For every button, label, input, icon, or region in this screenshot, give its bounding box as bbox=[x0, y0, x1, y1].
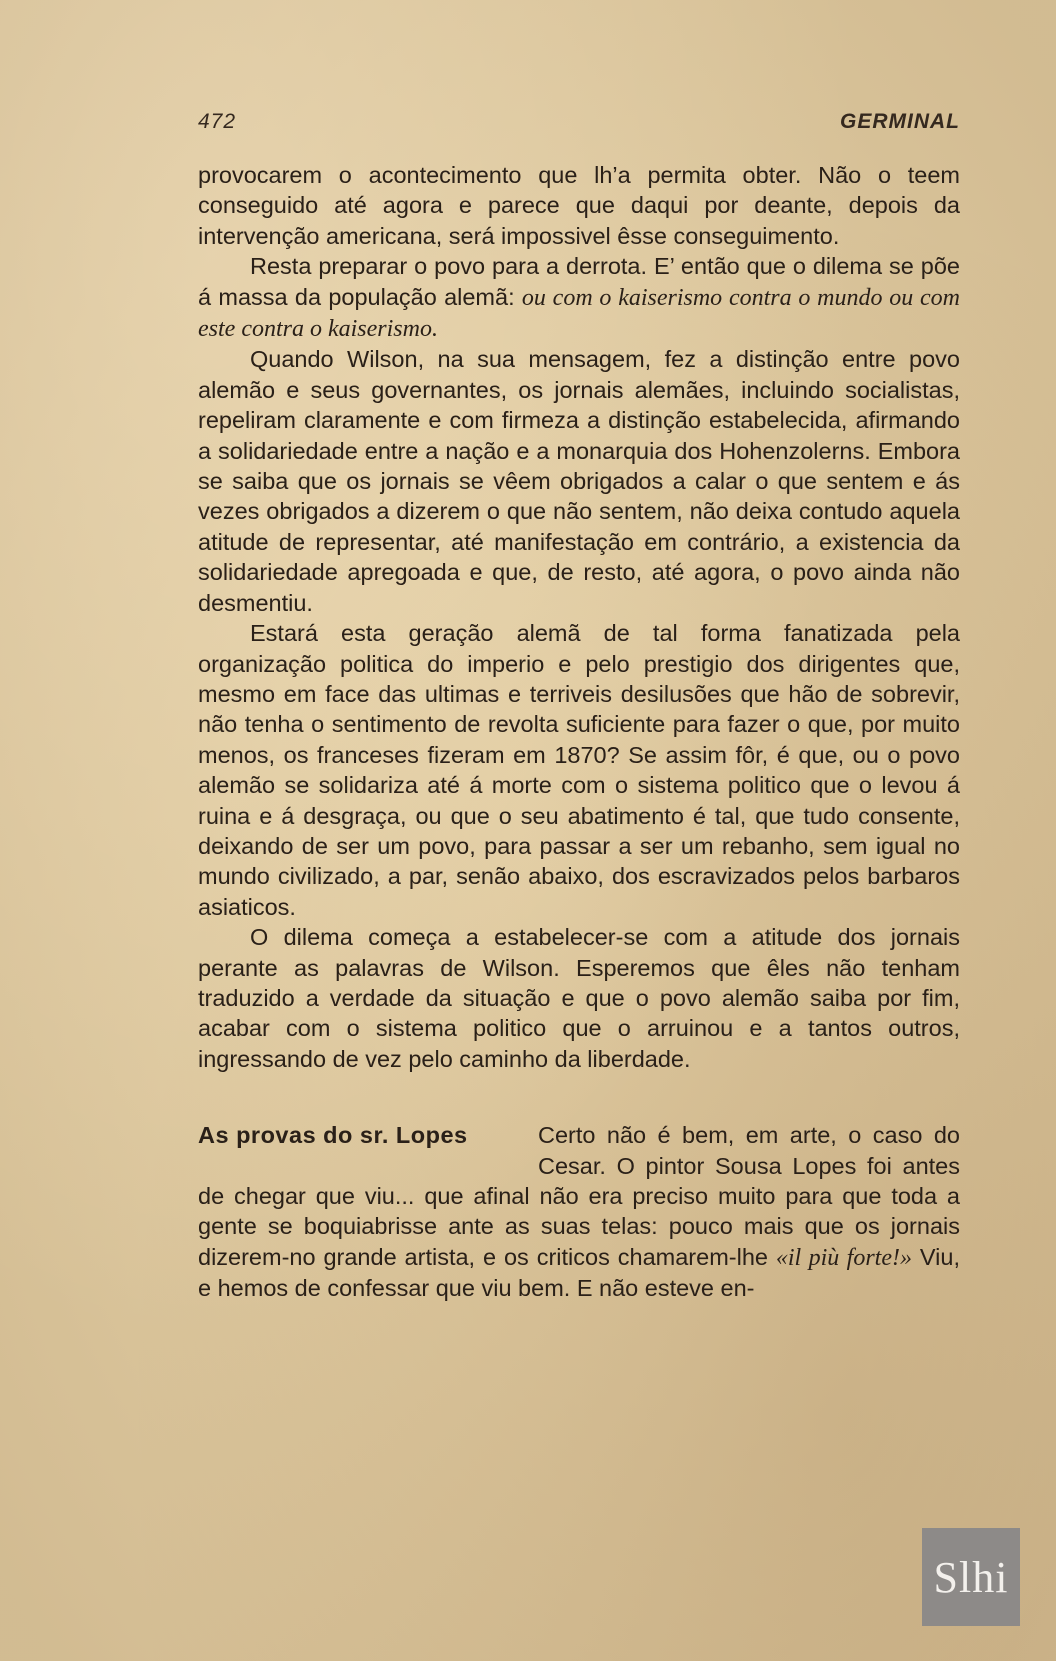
paragraph-4: Estará esta geração alemã de tal forma fanatizada pela organização politica do imperio e pelo prestigio dos dirigentes que, mesmo em face das ultimas e terriveis desilusões que hão de sobrevir, não tenha o sentimento de revolta suficiente para fazer o que, por muito menos, os franceses fizeram em 1870? Se assim fôr, é que, ou o povo alemão se solidariza até á morte com o sistema politico que o levou á ruina e á desgraça, ou que o seu abatimento é tal, que tudo consente, deixando de ser um povo, para passar a ser um rebanho, sem igual no mundo civilizado, a par, senão abaixo, dos escravizados pelos barbaros asiaticos. bbox=[198, 620, 960, 920]
paragraph-6-emphasis: «il più forte!» bbox=[775, 1244, 912, 1271]
body-text bbox=[198, 160, 960, 1304]
paragraph-2-emphasis: ou com o kaiserismo contra o mundo ou com este contra o kaiserismo. bbox=[198, 284, 961, 343]
section-title: As provas do sr. Lopes bbox=[198, 1122, 468, 1149]
paragraph-6 bbox=[198, 1120, 960, 1303]
paragraph-6-end: Viu, e hemos de confessar que viu bem. E não esteve en- bbox=[198, 1243, 960, 1302]
paragraph-2-text: Resta preparar o povo para a derrota. E’ então que o dilema se põe á massa da população alemã: bbox=[198, 253, 960, 310]
page-number: 472 bbox=[198, 110, 237, 133]
paragraph-3: Quando Wilson, na sua mensagem, fez a distinção entre povo alemão e seus governantes, os jornais alemães, incluindo socialistas, repeliram claramente e com firmeza a distinção estabelecida, afirmando a solidariedade entre a nação e a monarquia dos Hohenzolerns. Embora se saiba que os jornais se vêem obrigados a calar o que sentem e ás vezes obrigados a dizerem o que não sentem, não deixa contudo aquela atitude de representar, até manifestação em contrário, a existencia da solidariedade apregoada e que, de resto, até agora, o povo ainda não desmentiu. bbox=[198, 346, 960, 616]
running-header bbox=[198, 110, 960, 140]
section-gap bbox=[198, 1074, 960, 1120]
paragraph-2 bbox=[198, 251, 960, 344]
paragraph-1: provocarem o acontecimento que lh’a permita obter. Não o teem conseguido até agora e parece que daqui por deante, depois da intervenção americana, será impossivel êsse conseguimento. bbox=[198, 162, 960, 249]
paragraph-5: O dilema começa a estabelecer-se com a atitude dos jornais perante as palavras de Wilson. Esperemos que êles não tenham traduzido a verdade da situação e que o povo alemão saiba por fim, acabar com o sistema politico que o arruinou e a tantos outros, ingressando de vez pelo caminho da liberdade. bbox=[198, 924, 960, 1072]
page bbox=[198, 0, 960, 1661]
running-title: GERMINAL bbox=[840, 110, 960, 133]
paragraph-6-text: Certo não é bem, em arte, o caso do Cesar. O pintor Sousa Lopes foi antes de chegar que viu... que afinal não era preciso muito para que toda a gente se boquiabrisse ante as suas telas: pouco mais que os jornais dizerem-no grande artista, e os criticos chamarem-lhe bbox=[198, 1122, 960, 1270]
library-logo: Slhi bbox=[922, 1528, 1020, 1626]
